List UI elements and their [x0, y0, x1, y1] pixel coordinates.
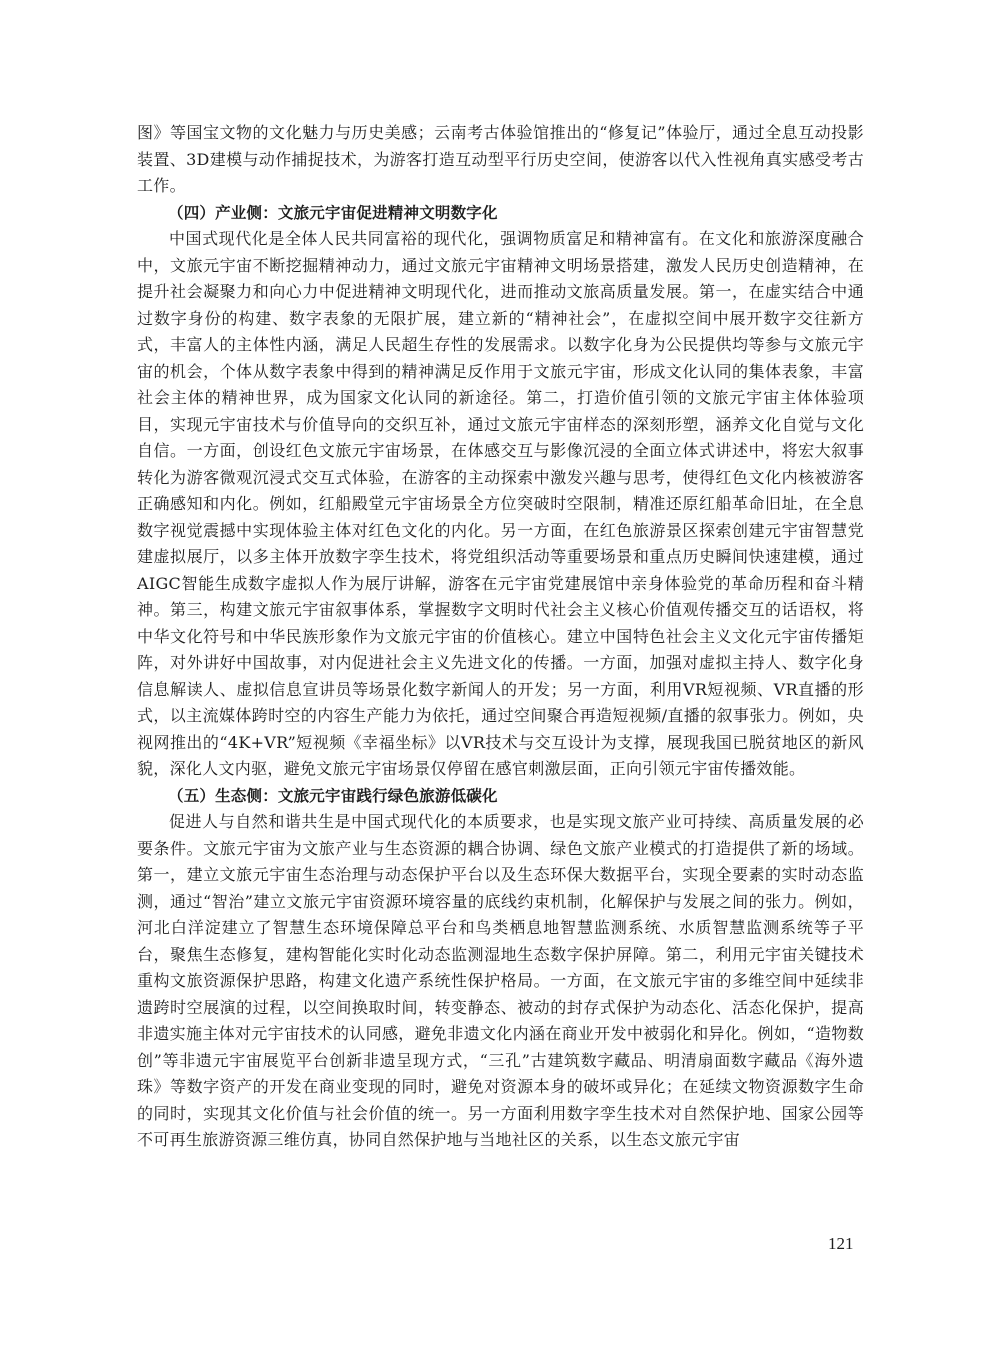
section-heading-industry: （四）产业侧：文旅元宇宙促进精神文明数字化	[168, 203, 498, 222]
document-page	[137, 120, 864, 1154]
section-heading-ecology: （五）生态侧：文旅元宇宙践行绿色旅游低碳化	[168, 786, 498, 805]
section-paragraph-ecology: 促进人与自然和谐共生是中国式现代化的本质要求，也是实现文旅产业可持续、高质量发展的必要条件。文旅元宇宙为文旅产业与生态资源的耦合协调、绿色文旅产业模式的打造提供了新的场域。第一，建立文旅元宇宙生态治理与动态保护平台以及生态环保大数据平台，实现全要素的实时动态监测，通过“智治”建立文旅元宇宙资源环境容量的底线约束机制，化解保护与发展之间的张力。例如，河北白洋淀建立了智慧生态环境保障总平台和鸟类栖息地智慧监测系统、水质智慧监测系统等子平台，聚焦生态修复，建构智能化实时化动态监测湿地生态数字保护屏障。第二，利用元宇宙关键技术重构文旅资源保护思路，构建文化遗产系统性保护格局。一方面，在文旅元宇宙的多维空间中延续非遗跨时空展演的过程，以空间换取时间，转变静态、被动的封存式保护为动态化、活态化保护，提高非遗实施主体对元宇宙技术的认同感，避免非遗文化内涵在商业开发中被弱化和异化。例如，“造物数创”等非遗元宇宙展览平台创新非遗呈现方式，“三孔”古建筑数字藏品、明清扇面数字藏品《海外遗珠》等数字资产的开发在商业变现的同时，避免对资源本身的破坏或异化；在延续文物资源数字生命的同时，实现其文化价值与社会价值的统一。另一方面利用数字孪生技术对自然保护地、国家公园等不可再生旅游资源三维仿真，协同自然保护地与当地社区的关系，以生态文旅元宇宙	[137, 812, 864, 1149]
section-paragraph-industry: 中国式现代化是全体人民共同富裕的现代化，强调物质富足和精神富有。在文化和旅游深度融合中，文旅元宇宙不断挖掘精神动力，通过文旅元宇宙精神文明场景搭建，激发人民历史创造精神，在提升社会凝聚力和向心力中促进精神文明现代化，进而推动文旅高质量发展。第一，在虚实结合中通过数字身份的构建、数字表象的无限扩展，建立新的“精神社会”，在虚拟空间中展开数字交往新方式，丰富人的主体性内涵，满足人民超生存性的发展需求。以数字化身为公民提供均等参与文旅元宇宙的机会，个体从数字表象中得到的精神满足反作用于文旅元宇宙，形成文化认同的集体表象，丰富社会主体的精神世界，成为国家文化认同的新途径。第二，打造价值引领的文旅元宇宙主体体验项目，实现元宇宙技术与价值导向的交织互补，通过文旅元宇宙样态的深刻形塑，涵养文化自觉与文化自信。一方面，创设红色文旅元宇宙场景，在体感交互与影像沉浸的全面立体式讲述中，将宏大叙事转化为游客微观沉浸式交互式体验，在游客的主动探索中激发兴趣与思考，使得红色文化内核被游客正确感知和内化。例如，红船殿堂元宇宙场景全方位突破时空限制，精准还原红船革命旧址，在全息数字视觉震撼中实现体验主体对红色文化的内化。另一方面，在红色旅游景区探索创建元宇宙智慧党建虚拟展厅，以多主体开放数字孪生技术，将党组织活动等重要场景和重点历史瞬间快速建模，通过AIGC智能生成数字虚拟人作为展厅讲解，游客在元宇宙党建展馆中亲身体验党的革命历程和奋斗精神。第三，构建文旅元宇宙叙事体系，掌握数字文明时代社会主义核心价值观传播交互的话语权，将中华文化符号和中华民族形象作为文旅元宇宙的价值核心。建立中国特色社会主义文化元宇宙传播矩阵，对外讲好中国故事，对内促进社会主义先进文化的传播。一方面，加强对虚拟主持人、数字化身信息解读人、虚拟信息宣讲员等场景化数字新闻人的开发；另一方面，利用VR短视频、VR直播的形式，以主流媒体跨时空的内容生产能力为依托，通过空间聚合再造短视频/直播的叙事张力。例如，央视网推出的“4K+VR”短视频《幸福坐标》以VR技术与交互设计为支撑，展现我国已脱贫地区的新风貌，深化人文内驱，避免文旅元宇宙场景仅停留在感官刺激层面，正向引领元宇宙传播效能。	[137, 229, 864, 778]
page-number: 121	[828, 1234, 854, 1253]
continuation-paragraph: 图》等国宝文物的文化魅力与历史美感；云南考古体验馆推出的“修复记”体验厅，通过全息互动投影装置、3D建模与动作捕捉技术，为游客打造互动型平行历史空间，使游客以代入性视角真实感受考古工作。	[137, 123, 864, 195]
